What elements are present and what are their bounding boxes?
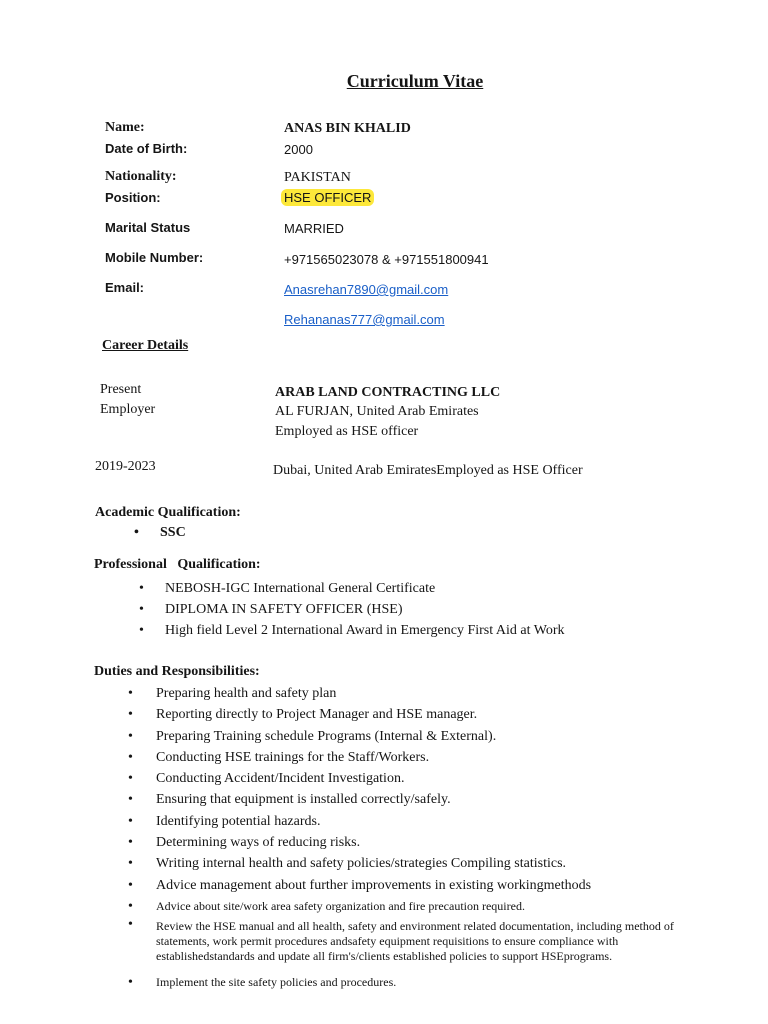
list-item: • Conducting Accident/Incident Investigation. xyxy=(156,768,701,789)
duties-heading: Duties and Responsibilities: xyxy=(94,664,260,679)
email-link-secondary[interactable]: Rehananas777@gmail.com xyxy=(284,312,445,327)
list-item: • Preparing health and safety plan xyxy=(156,683,701,704)
past-period: 2019-2023 xyxy=(95,459,156,474)
list-item: • Preparing Training schedule Programs (Internal & External). xyxy=(156,726,701,747)
position-value xyxy=(281,190,374,205)
duties-list xyxy=(156,683,701,994)
list-item: • Advice about site/work area safety organization and fire precaution required. xyxy=(156,896,701,917)
list-item: • SSC xyxy=(160,522,186,543)
academic-list xyxy=(160,522,186,543)
list-item: • Determining ways of reducing risks. xyxy=(156,832,701,853)
list-item: • Review the HSE manual and all health, safety and environment related documentation, including method of statements, work permit procedures andsafety equipment requisitions to ensure compliance with establishedstandards and update all firm's/clients established policies to support HSEprograms. xyxy=(156,917,701,964)
dob-label: Date of Birth: xyxy=(105,141,188,156)
name-value: ANAS BIN KHALID xyxy=(284,121,411,136)
name-label: Name: xyxy=(105,120,145,135)
position-label: Position: xyxy=(105,190,161,205)
list-item: • High field Level 2 International Award in Emergency First Aid at Work xyxy=(165,620,564,641)
list-item: • Advice management about further improvements in existing workingmethods xyxy=(156,875,701,896)
list-item: • Reporting directly to Project Manager and HSE manager. xyxy=(156,704,701,725)
professional-heading: Professional Qualification: xyxy=(94,557,261,572)
mobile-value: +971565023078 & +971551800941 xyxy=(284,252,489,267)
position-highlight: HSE OFFICER xyxy=(281,189,374,206)
employer-name: ARAB LAND CONTRACTING LLC xyxy=(275,385,501,400)
document-title: Curriculum Vitae xyxy=(346,71,484,91)
professional-list xyxy=(165,578,564,641)
career-details-heading: Career Details xyxy=(102,338,189,353)
mobile-label: Mobile Number: xyxy=(105,250,204,265)
academic-heading: Academic Qualification: xyxy=(95,505,241,520)
marital-status-label: Marital Status xyxy=(105,220,191,235)
list-item: • NEBOSH-IGC International General Certificate xyxy=(165,578,564,599)
list-item: • Ensuring that equipment is installed correctly/safely. xyxy=(156,789,701,810)
nationality-value: PAKISTAN xyxy=(284,170,351,185)
past-detail: Dubai, United Arab EmiratesEmployed as HSE Officer xyxy=(273,463,583,478)
email-link-primary[interactable]: Anasrehan7890@gmail.com xyxy=(284,282,449,297)
list-item: • Conducting HSE trainings for the Staff/Workers. xyxy=(156,747,701,768)
employer-location: AL FURJAN, United Arab Emirates xyxy=(275,404,479,419)
nationality-label: Nationality: xyxy=(105,169,177,184)
employer-role: Employed as HSE officer xyxy=(275,424,419,439)
marital-status-value: MARRIED xyxy=(284,221,344,236)
present-label-line1: Present xyxy=(100,382,142,397)
present-label-line2: Employer xyxy=(100,402,156,417)
list-item: • DIPLOMA IN SAFETY OFFICER (HSE) xyxy=(165,599,564,620)
list-item: • Writing internal health and safety policies/strategies Compiling statistics. xyxy=(156,853,701,874)
list-item: • Implement the site safety policies and procedures. xyxy=(156,972,701,993)
dob-value: 2000 xyxy=(284,142,313,157)
list-item: • Identifying potential hazards. xyxy=(156,811,701,832)
email-label: Email: xyxy=(105,280,145,295)
